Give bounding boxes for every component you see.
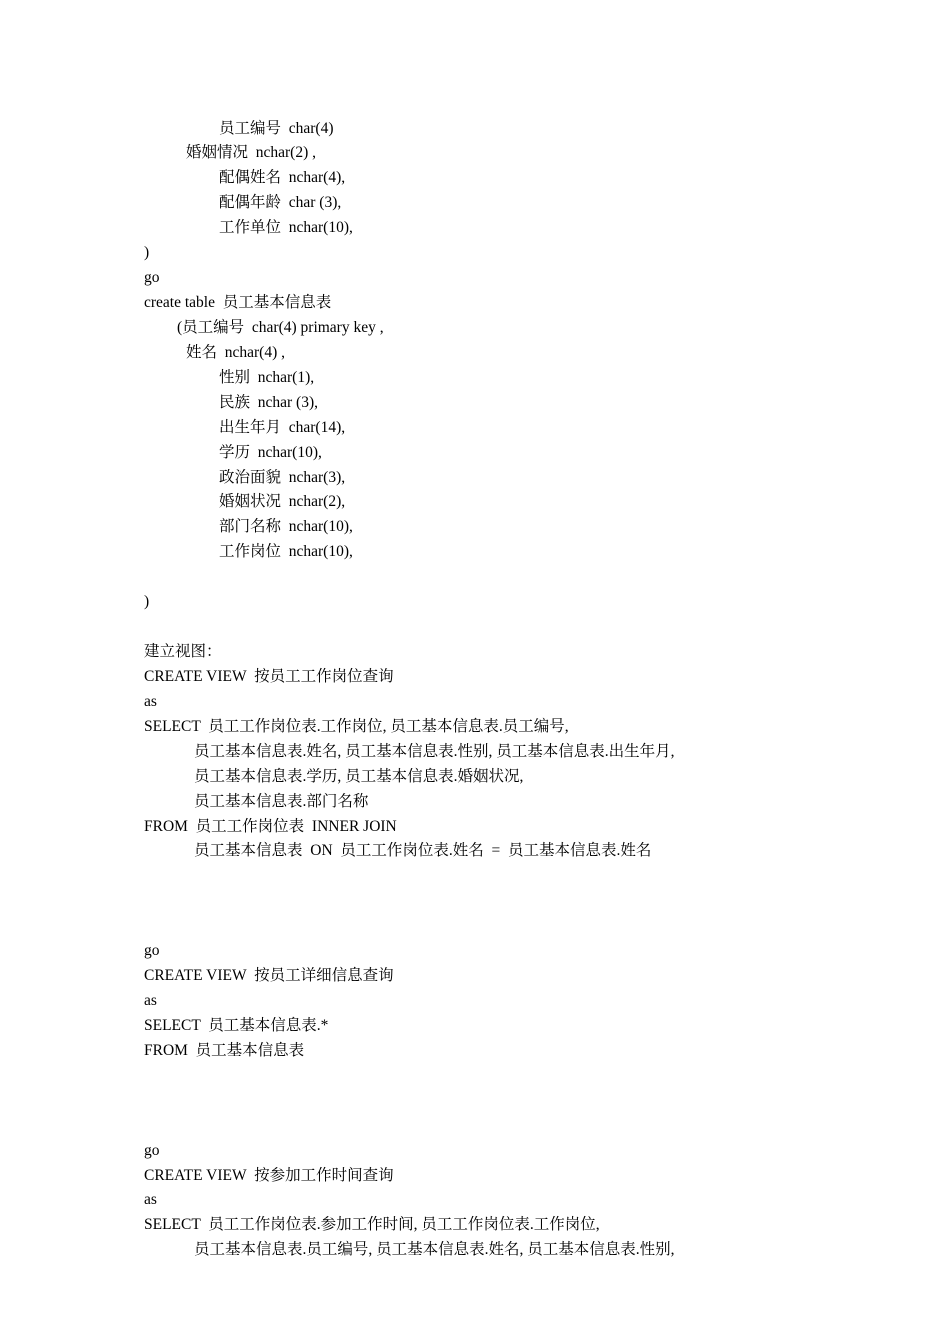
code-line: 员工编号 char(4) [219, 119, 334, 137]
code-line: 姓名 nchar(4) , [186, 343, 285, 361]
code-line: 政治面貌 nchar(3), [219, 468, 346, 486]
code-line: 部门名称 nchar(10), [219, 518, 353, 536]
code-line: 出生年月 char(14), [219, 418, 346, 436]
code-line: 性别 nchar(1), [219, 368, 315, 386]
code-line: CREATE VIEW 按参加工作时间查询 [144, 1166, 394, 1184]
code-line: go [144, 269, 160, 287]
code-line: as [144, 692, 157, 710]
code-line: go [144, 1141, 160, 1159]
code-line: 民族 nchar (3), [219, 393, 318, 411]
code-line: as [144, 1191, 157, 1209]
code-line: SELECT 员工工作岗位表.参加工作时间, 员工工作岗位表.工作岗位, [144, 1216, 600, 1234]
code-line: 员工基本信息表.姓名, 员工基本信息表.性别, 员工基本信息表.出生年月, [194, 742, 675, 760]
code-line: 婚姻情况 nchar(2) , [186, 144, 316, 162]
code-line: 婚姻状况 nchar(2), [219, 493, 346, 511]
code-line: (员工编号 char(4) primary key , [177, 318, 384, 336]
code-line: 员工基本信息表.部门名称 [194, 792, 369, 810]
code-line: 员工基本信息表.员工编号, 员工基本信息表.姓名, 员工基本信息表.性别, [194, 1241, 675, 1259]
code-line: 配偶年龄 char (3), [219, 194, 342, 212]
code-line: 工作岗位 nchar(10), [219, 543, 353, 561]
code-line: 配偶姓名 nchar(4), [219, 169, 346, 187]
code-line: create table 员工基本信息表 [144, 294, 332, 311]
code-line: ) [144, 244, 150, 262]
code-line: as [144, 992, 157, 1010]
code-line: CREATE VIEW 按员工详细信息查询 [144, 967, 394, 985]
code-line: FROM 员工工作岗位表 INNER JOIN [144, 817, 397, 835]
code-line: 建立视图： [144, 643, 222, 661]
code-line: 员工基本信息表.学历, 员工基本信息表.婚姻状况, [194, 767, 524, 785]
code-line: SELECT 员工工作岗位表.工作岗位, 员工基本信息表.员工编号, [144, 717, 569, 735]
code-line: 工作单位 nchar(10), [219, 219, 353, 237]
code-line: 员工基本信息表 ON 员工工作岗位表.姓名 = 员工基本信息表.姓名 [194, 842, 652, 860]
code-line: SELECT 员工基本信息表.* [144, 1016, 329, 1034]
code-line: CREATE VIEW 按员工工作岗位查询 [144, 667, 394, 685]
code-line: FROM 员工基本信息表 [144, 1041, 305, 1059]
code-line: go [144, 942, 160, 960]
code-line: 学历 nchar(10), [219, 443, 322, 461]
code-line: ) [144, 593, 150, 611]
